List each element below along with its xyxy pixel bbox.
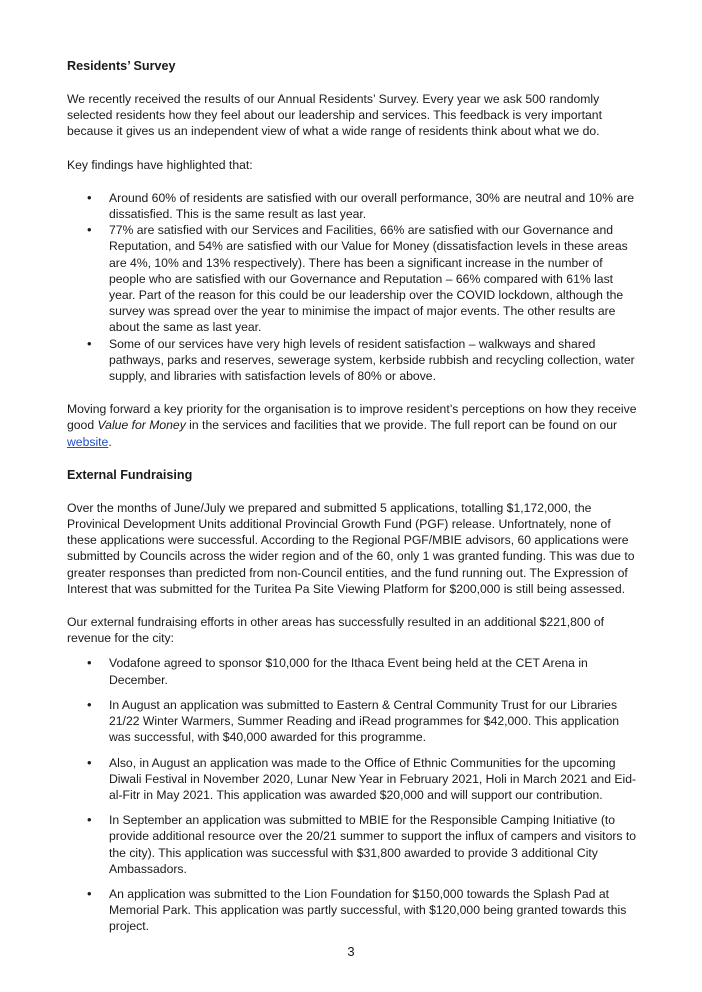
- list-item: • In September an application was submitted to MBIE for the Responsible Camping Initiative (to provide additional resource over the 20/21 summer to support the influx of campers and visitors to the city). This application was successful with $31,800 awarded to provide 3 additional City Ambassadors.: [67, 812, 639, 877]
- survey-intro-paragraph: We recently received the results of our Annual Residents’ Survey. Every year we ask 500 randomly selected residents how they feel about our leadership and services. This feedback is very important because it gives us an independent view of what a wide range of residents think about what we do.: [67, 92, 602, 139]
- closing-text-end: in the services and facilities that we provide. The full report can be found on our: [185, 418, 618, 433]
- fundraising-list: [67, 655, 639, 934]
- key-findings-intro: Key findings have highlighted that:: [67, 157, 253, 172]
- fundraising-intro-paragraph: Over the months of June/July we prepared and submitted 5 applications, totalling $1,172,000, the Provinical Development Units additional Provincial Growth Fund (PGF) release. Unfortnately, none of these applications were successful. According to the Regional PGF/MBIE advisors, 60 applications were submitted by Councils across the wider region and of the 60, only 1 was granted funding. This was due to greater responses than predicted from non-Council entities, and the fund running out. The Expression of Interest that was submitted for the Turitea Pa Site Viewing Platform for $200,000 is still being assessed.: [67, 500, 635, 596]
- list-item: • Also, in August an application was made to the Office of Ethnic Communities for the upcoming Diwali Festival in November 2020, Lunar New Year in February 2021, Holi in March 2021 and Eid-al-Fitr in May 2021. This application was awarded $20,000 and will support our contribution.: [67, 755, 639, 804]
- list-item: • In August an application was submitted to Eastern & Central Community Trust for our Libraries 21/22 Winter Warmers, Summer Reading and iRead programmes for $42,000. This application was successful, with $40,000 awarded for this programme.: [67, 697, 639, 746]
- list-item: • Some of our services have very high levels of resident satisfaction – walkways and shared pathways, parks and reserves, sewerage system, kerbside rubbish and recycling collection, water supply, and libraries with satisfaction levels of 80% or above.: [67, 336, 639, 385]
- list-item: • An application was submitted to the Lion Foundation for $150,000 towards the Splash Pad at Memorial Park. This application was partly successful, with $120,000 being granted towards this project.: [67, 886, 639, 935]
- survey-closing-paragraph: [67, 401, 639, 450]
- closing-period: .: [108, 434, 112, 449]
- fundraising-other-intro: Our external fundraising efforts in other areas has successfully resulted in an additional $221,800 of revenue for the city:: [67, 615, 605, 646]
- list-item: • Around 60% of residents are satisfied with our overall performance, 30% are neutral and 10% are dissatisfied. This is the same result as last year.: [67, 190, 639, 222]
- closing-text-start: Moving forward a key priority for the organisation is to improve resident’s perceptions on how they receive good: [67, 402, 637, 433]
- page-number: 3: [347, 944, 355, 959]
- website-link[interactable]: website: [67, 434, 109, 449]
- fundraising-heading: External Fundraising: [67, 467, 193, 482]
- survey-heading: Residents’ Survey: [67, 59, 176, 73]
- list-item: • Vodafone agreed to sponsor $10,000 for the Ithaca Event being held at the CET Arena in December.: [67, 655, 639, 687]
- list-item: • 77% are satisfied with our Services and Facilities, 66% are satisfied with our Governance and Reputation, and 54% are satisfied with our Value for Money (dissatisfaction levels in these areas are 4%, 10% and 13% respectively). There has been a significant increase in the number of people who are satisfied with our Governance and Reputation – 66% compared with 61% last year. Part of the reason for this could be our leadership over the COVID lockdown, although the survey was spread over the year to minimise the impact of major events. The other results are about the same as last year.: [67, 222, 639, 335]
- key-findings-list: [67, 190, 639, 384]
- value-for-money-emphasis: Value for Money: [97, 418, 186, 433]
- page-content: [67, 58, 639, 935]
